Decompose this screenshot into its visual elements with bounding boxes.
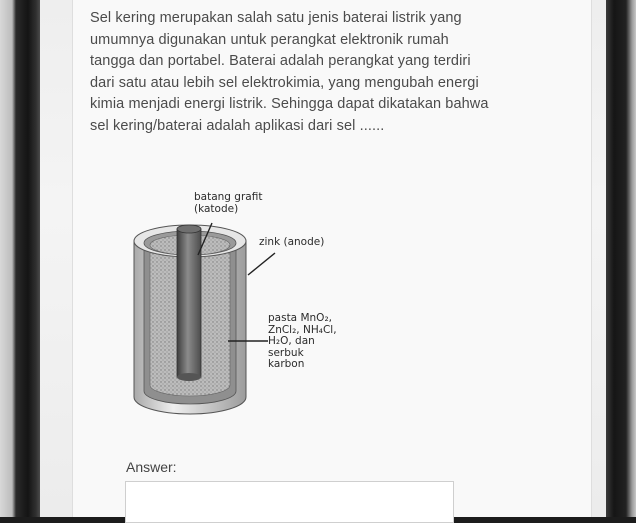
device-bezel-right [606,0,636,517]
label-paste-line3: H₂O, dan [268,335,315,348]
label-rod-line2: (katode) [194,203,239,215]
label-zinc-anode: zink (anode) [259,236,325,248]
label-rod-line1: batang grafit [194,191,263,203]
label-paste-line1: pasta MnO₂, [268,312,332,324]
label-paste-line2: ZnCl₂, NH₄Cl, [268,323,337,336]
dry-cell-diagram [128,185,358,420]
device-bezel-left [0,0,40,517]
dry-cell-illustration [128,185,358,420]
answer-label: Answer: [126,459,177,475]
label-paste-line4: serbuk [268,346,304,359]
question-text: Sel kering merupakan salah satu jenis baterai listrik yang umumnya digunakan untuk perangkat elektronik rumah tangga dan portabel. Baterai adalah perangkat yang terdiri dari satu atau lebih sel elektrokimia, yang mengubah energi kimia menjadi energi listrik. Sehingga dapat dikatakan bahwa sel kering/baterai adalah aplikasi dari sel ...... [90,10,489,134]
label-graphite-rod [194,191,284,215]
label-paste-line5: karbon [268,358,305,371]
label-paste [268,313,358,371]
